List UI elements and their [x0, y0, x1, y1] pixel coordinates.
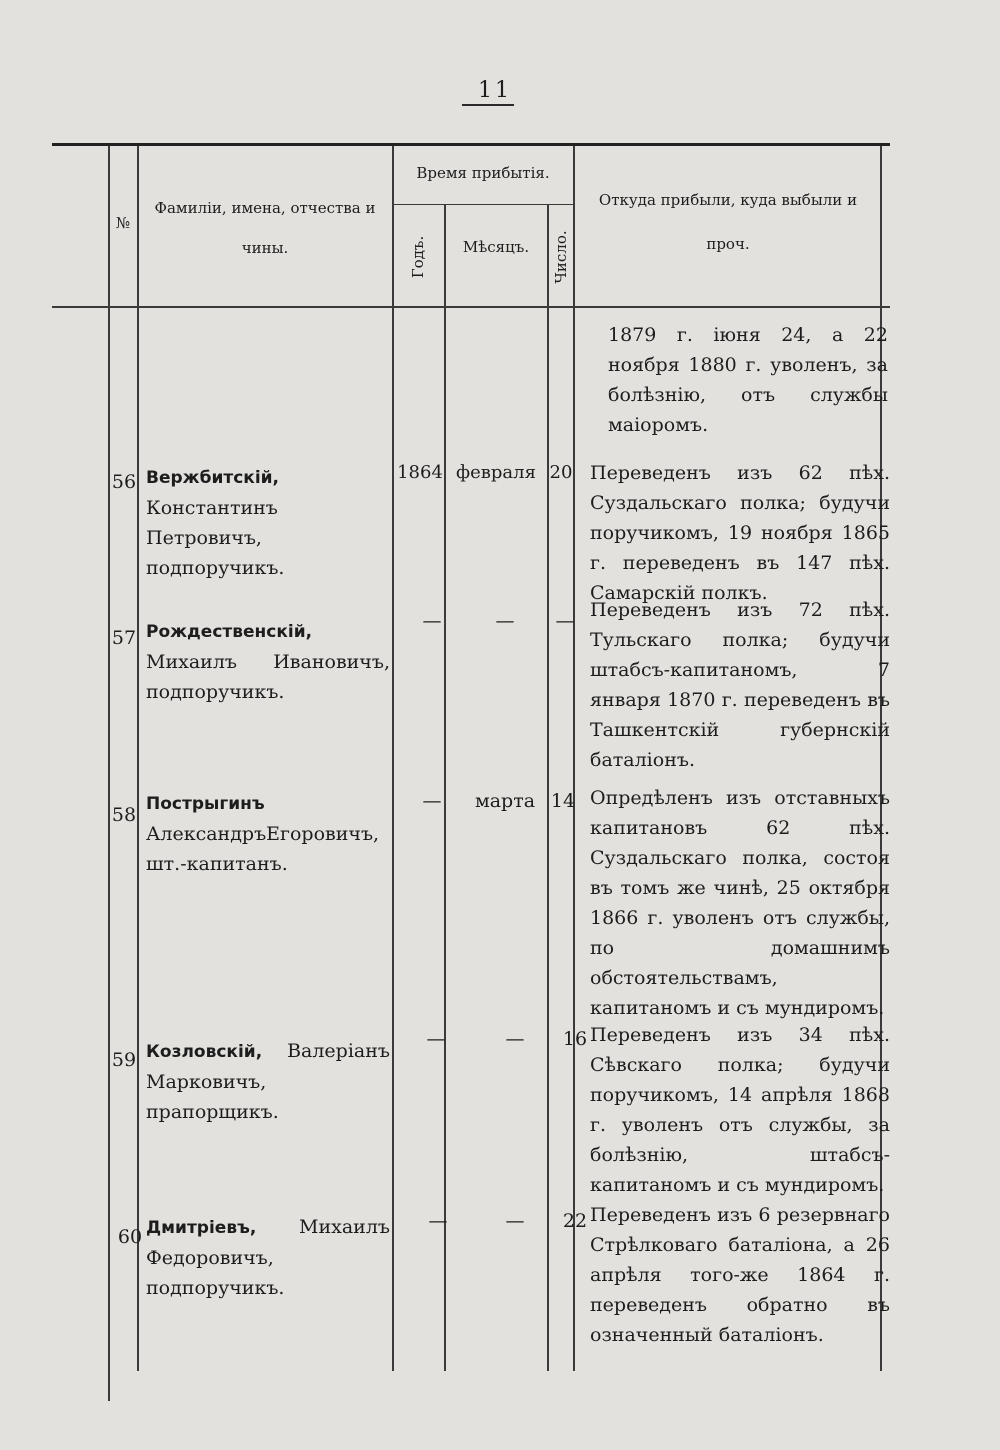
- arrival-month: —: [505, 1028, 525, 1050]
- person-details: Константинъ Петровичъ, подпоручикъ.: [146, 497, 285, 579]
- row-number: 56: [111, 471, 137, 493]
- page-number: 11: [478, 78, 512, 103]
- row-remark: Переведенъ изъ 72 пѣх. Тульскаго полка; будучи штабсъ-капитаномъ, 7 января 1870 г. переведенъ въ Ташкентскiй губернскiй баталiонъ.: [590, 599, 890, 771]
- continuation-remark: 1879 г. iюня 24, а 22 ноября 1880 г. уволенъ, за болѣзнiю, отъ службы маiоромъ.: [608, 324, 888, 436]
- row-number: 59: [111, 1049, 137, 1071]
- arrival-day: —: [555, 610, 575, 632]
- person-details: АлександръЕгоровичъ, шт.-капитанъ.: [146, 823, 380, 875]
- person-entry: [146, 616, 390, 707]
- header-remarks: Откуда прибыли, куда выбыли и проч.: [598, 191, 858, 253]
- person-details: Михаилъ Федоровичъ, подпоручикъ.: [146, 1216, 390, 1299]
- row-number: 60: [117, 1226, 143, 1248]
- column-divider: [137, 146, 139, 1371]
- arrival-subheader-rule: [393, 204, 573, 205]
- row-number: 58: [111, 804, 137, 826]
- arrival-year: —: [426, 1028, 446, 1050]
- person-details: Валерiанъ Марковичъ, прапорщикъ.: [146, 1040, 390, 1123]
- row-remark: Переведенъ изъ 34 пѣх. Сѣвскаго полка; будучи поручикомъ, 14 апрѣля 1868 г. уволенъ отъ службы, за болѣзнiю, штабсъ-капитаномъ и съ мундиромъ.: [590, 1024, 890, 1196]
- person-surname: Козловскiй,: [146, 1042, 263, 1062]
- header-arrival: Время прибытiя.: [416, 164, 550, 182]
- arrival-month: —: [495, 610, 515, 632]
- person-entry: [146, 788, 390, 879]
- person-details: Михаилъ Ивановичъ, подпоручикъ.: [146, 651, 390, 703]
- header-name: Фамилiи, имена, отчества и чины.: [154, 199, 376, 257]
- arrival-month: марта: [474, 790, 536, 812]
- person-surname: Дмитрiевъ,: [146, 1218, 257, 1238]
- person-entry: [146, 1036, 390, 1127]
- column-divider: [108, 146, 110, 1401]
- person-surname: Пострыгинъ: [146, 794, 265, 814]
- row-number: 57: [111, 627, 137, 649]
- arrival-month: —: [505, 1210, 525, 1232]
- row-remark: Переведенъ изъ 6 резервнаго Стрѣлковаго баталiона, а 26 апрѣля того-же 1864 г. переведенъ обратно въ означенный баталiонъ.: [590, 1204, 890, 1346]
- arrival-year: —: [428, 1210, 448, 1232]
- person-entry: [146, 1212, 390, 1303]
- arrival-month: февраля: [456, 462, 536, 483]
- arrival-year: —: [422, 610, 442, 632]
- arrival-year: —: [422, 790, 442, 812]
- column-divider: [573, 146, 575, 1371]
- header-bottom-rule: [52, 306, 890, 308]
- header-day: Число.: [552, 230, 570, 284]
- arrival-year: 1864: [397, 462, 443, 483]
- person-surname: Вержбитскiй,: [146, 468, 280, 488]
- row-remark: Опредѣленъ изъ отставныхъ капитановъ 62 пѣх. Суздальскаго полка, состоя въ томъ же чинѣ, 25 октября 1866 г. уволенъ отъ службы, по домашнимъ обстоятельствамъ, капитаномъ и съ мундиромъ.: [590, 787, 890, 1019]
- column-divider: [392, 146, 394, 1371]
- header-year: Годъ.: [409, 235, 427, 279]
- person-entry: [146, 462, 390, 583]
- page-number-rule: [462, 104, 514, 106]
- header-number: №: [115, 214, 131, 232]
- arrival-day: 14: [550, 790, 576, 812]
- arrival-day: 16: [562, 1028, 588, 1050]
- table-top-rule: [52, 143, 890, 146]
- header-month: Мѣсяцъ.: [462, 238, 530, 256]
- arrival-day: 22: [562, 1210, 588, 1232]
- arrival-day: 20: [549, 462, 573, 483]
- person-surname: Рождественскiй,: [146, 622, 313, 642]
- row-remark: Переведенъ изъ 62 пѣх. Суздальскаго полка; будучи поручикомъ, 19 ноября 1865 г. переведенъ въ 147 пѣх. Самарскiй полкъ.: [590, 462, 890, 604]
